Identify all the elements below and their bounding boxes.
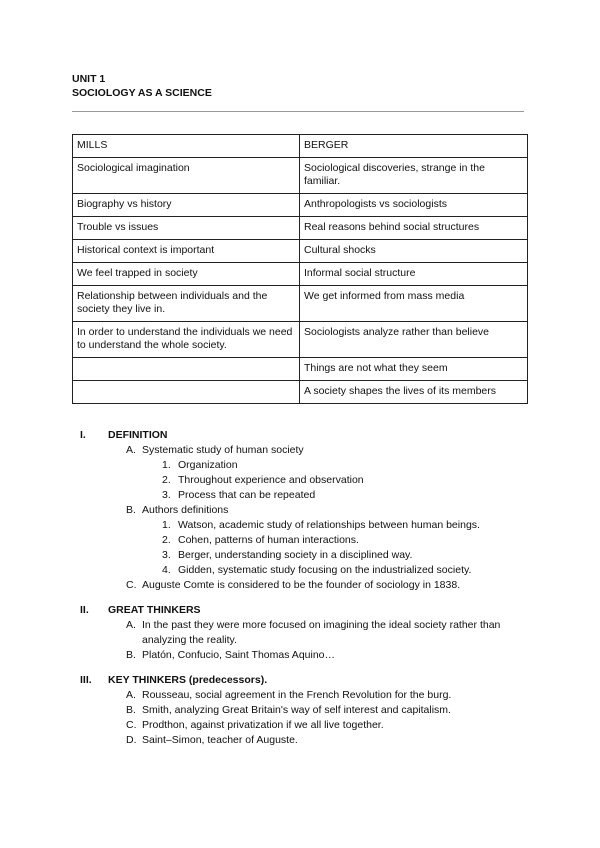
sub-list-item bbox=[80, 533, 530, 548]
cell-mills bbox=[73, 381, 300, 404]
page-title: SOCIOLOGY AS A SCIENCE bbox=[72, 87, 212, 99]
header-divider bbox=[72, 111, 524, 112]
table-row bbox=[73, 381, 528, 404]
sub-list-item bbox=[80, 548, 530, 563]
list-text: Platón, Confucio, Saint Thomas Aquino… bbox=[142, 649, 336, 661]
table-row bbox=[73, 158, 528, 194]
table-row bbox=[73, 322, 528, 358]
section-title: KEY THINKERS (predecessors). bbox=[108, 674, 268, 686]
list-item bbox=[80, 443, 530, 458]
section-spacer bbox=[80, 663, 530, 673]
list-marker: A. bbox=[126, 444, 136, 456]
cell-mills bbox=[73, 358, 300, 381]
sub-list-marker: 3. bbox=[162, 489, 171, 501]
sub-list-item bbox=[80, 488, 530, 503]
list-item bbox=[80, 718, 530, 733]
sub-list-item bbox=[80, 473, 530, 488]
list-item bbox=[80, 733, 530, 748]
list-text: Smith, analyzing Great Britain's way of self interest and capitalism. bbox=[142, 704, 451, 716]
document-header bbox=[72, 72, 212, 100]
table-row bbox=[73, 217, 528, 240]
sub-list-item bbox=[80, 458, 530, 473]
list-marker: C. bbox=[126, 719, 137, 731]
section-spacer bbox=[80, 593, 530, 603]
cell-berger: Things are not what they seem bbox=[300, 358, 528, 381]
cell-berger: Sociologists analyze rather than believe bbox=[300, 322, 528, 358]
cell-mills: Trouble vs issues bbox=[73, 217, 300, 240]
list-text: Saint–Simon, teacher of Auguste. bbox=[142, 734, 298, 746]
cell-berger: A society shapes the lives of its members bbox=[300, 381, 528, 404]
column-header-mills: MILLS bbox=[73, 135, 300, 158]
cell-mills: Relationship between individuals and the society they live in. bbox=[73, 286, 300, 322]
sub-list-marker: 4. bbox=[162, 564, 171, 576]
unit-label: UNIT 1 bbox=[72, 73, 106, 85]
list-marker: B. bbox=[126, 704, 136, 716]
cell-mills: Sociological imagination bbox=[73, 158, 300, 194]
sub-list-text: Process that can be repeated bbox=[178, 489, 316, 501]
sub-list-text: Cohen, patterns of human interactions. bbox=[178, 534, 359, 546]
cell-berger: We get informed from mass media bbox=[300, 286, 528, 322]
comparison-table bbox=[72, 134, 528, 404]
cell-berger: Informal social structure bbox=[300, 263, 528, 286]
section-numeral: III. bbox=[80, 674, 92, 686]
sub-list-text: Gidden, systematic study focusing on the industrialized society. bbox=[178, 564, 472, 576]
section-numeral: I. bbox=[80, 429, 86, 441]
cell-mills: In order to understand the individuals we need to understand the whole society. bbox=[73, 322, 300, 358]
outline-section bbox=[80, 673, 530, 748]
list-item bbox=[80, 503, 530, 518]
list-marker: C. bbox=[126, 579, 137, 591]
table-header-row bbox=[73, 135, 528, 158]
sub-list-marker: 1. bbox=[162, 519, 171, 531]
sub-list-marker: 1. bbox=[162, 459, 171, 471]
table-row bbox=[73, 358, 528, 381]
cell-mills: Biography vs history bbox=[73, 194, 300, 217]
list-text: In the past they were more focused on imagining the ideal society rather than analyzing the reality. bbox=[142, 619, 501, 646]
section-heading bbox=[80, 428, 530, 443]
list-text: Auguste Comte is considered to be the founder of sociology in 1838. bbox=[142, 579, 461, 591]
list-text: Systematic study of human society bbox=[142, 444, 304, 456]
list-item bbox=[80, 703, 530, 718]
list-text: Rousseau, social agreement in the French Revolution for the burg. bbox=[142, 689, 452, 701]
sub-list-text: Organization bbox=[178, 459, 238, 471]
list-text: Authors definitions bbox=[142, 504, 229, 516]
table-row bbox=[73, 194, 528, 217]
section-heading bbox=[80, 673, 530, 688]
sub-list-marker: 2. bbox=[162, 534, 171, 546]
list-marker: A. bbox=[126, 619, 136, 631]
sub-list-text: Throughout experience and observation bbox=[178, 474, 364, 486]
list-marker: D. bbox=[126, 734, 137, 746]
list-marker: B. bbox=[126, 649, 136, 661]
section-heading bbox=[80, 603, 530, 618]
sub-list-item bbox=[80, 563, 530, 578]
table-row bbox=[73, 263, 528, 286]
section-title: GREAT THINKERS bbox=[108, 604, 201, 616]
outline-section bbox=[80, 428, 530, 593]
list-item bbox=[80, 618, 530, 648]
list-text: Prodthon, against privatization if we all live together. bbox=[142, 719, 384, 731]
sub-list-text: Watson, academic study of relationships between human beings. bbox=[178, 519, 480, 531]
table-row bbox=[73, 240, 528, 263]
sub-list-item bbox=[80, 518, 530, 533]
section-title: DEFINITION bbox=[108, 429, 168, 441]
table-row bbox=[73, 286, 528, 322]
list-marker: A. bbox=[126, 689, 136, 701]
list-item bbox=[80, 578, 530, 593]
cell-berger: Sociological discoveries, strange in the familiar. bbox=[300, 158, 528, 194]
sub-list-text: Berger, understanding society in a disciplined way. bbox=[178, 549, 413, 561]
cell-berger: Real reasons behind social structures bbox=[300, 217, 528, 240]
sub-list-marker: 3. bbox=[162, 549, 171, 561]
sub-list-marker: 2. bbox=[162, 474, 171, 486]
list-marker: B. bbox=[126, 504, 136, 516]
outline bbox=[80, 428, 530, 748]
list-item bbox=[80, 688, 530, 703]
cell-berger: Cultural shocks bbox=[300, 240, 528, 263]
column-header-berger: BERGER bbox=[300, 135, 528, 158]
cell-mills: Historical context is important bbox=[73, 240, 300, 263]
cell-mills: We feel trapped in society bbox=[73, 263, 300, 286]
cell-berger: Anthropologists vs sociologists bbox=[300, 194, 528, 217]
outline-section bbox=[80, 603, 530, 663]
list-item bbox=[80, 648, 530, 663]
section-numeral: II. bbox=[80, 604, 89, 616]
